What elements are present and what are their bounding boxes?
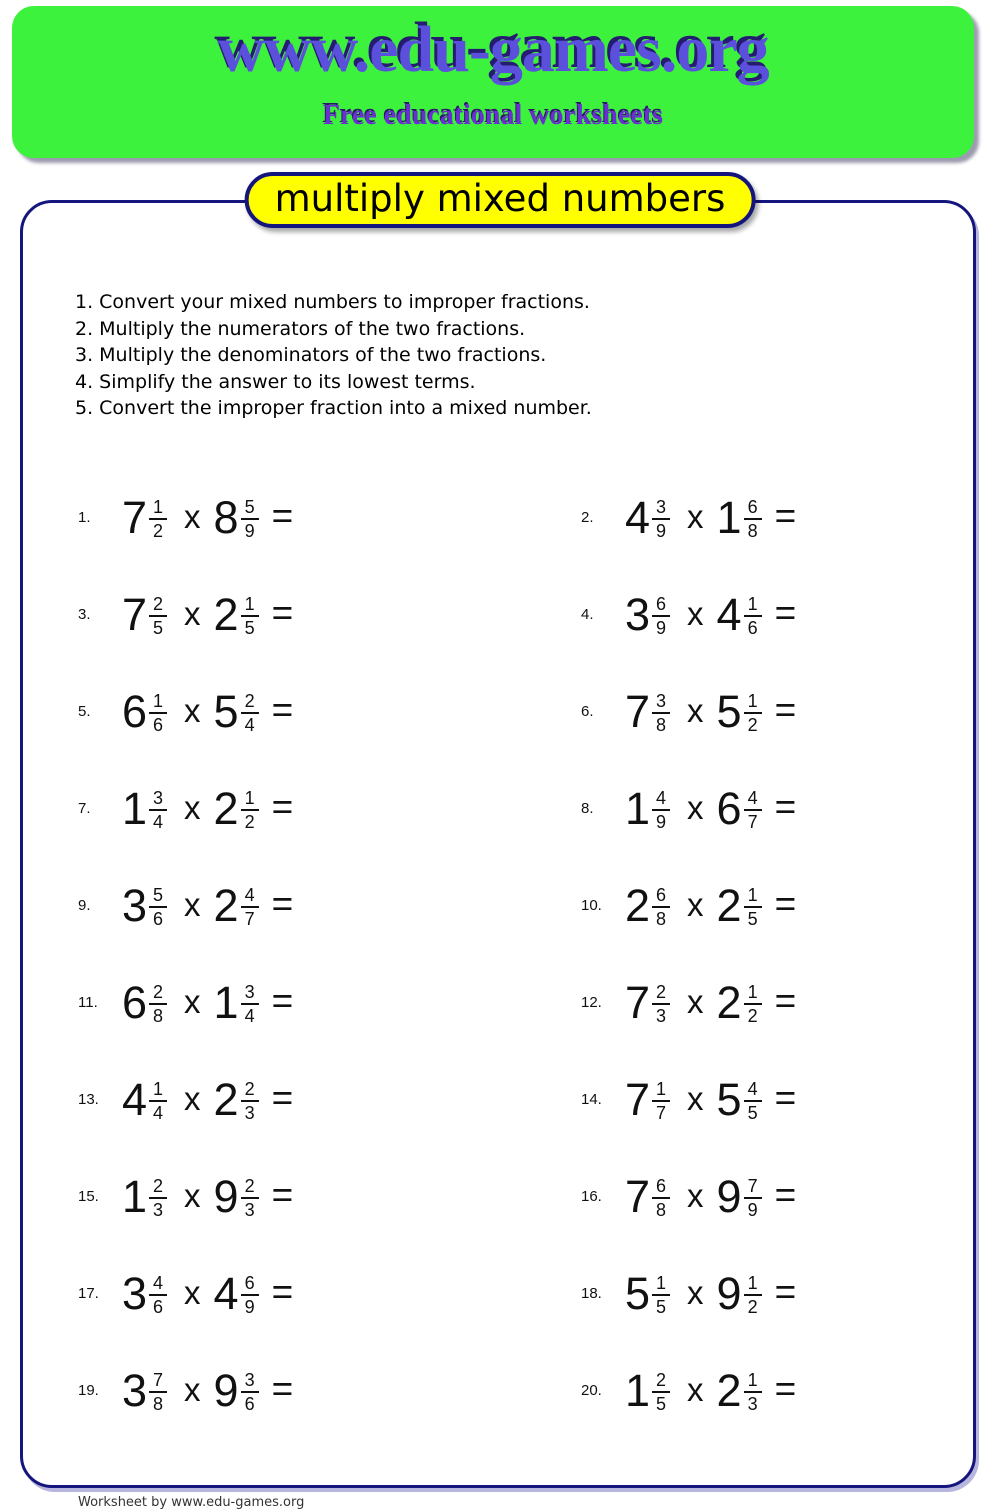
a-numerator: 1: [652, 1273, 670, 1296]
b-whole: 9: [213, 1365, 239, 1416]
b-fraction: [241, 594, 259, 638]
problem-expression: [122, 783, 294, 834]
b-whole: 9: [716, 1268, 742, 1319]
a-whole: 1: [122, 783, 148, 834]
a-fraction: [652, 982, 670, 1026]
multiply-sign: x: [687, 594, 704, 632]
multiply-sign: x: [687, 1079, 704, 1117]
problem-expression: [625, 783, 797, 834]
problem-row: [561, 469, 948, 566]
b-numerator: 1: [744, 1273, 762, 1296]
b-whole: 2: [716, 1365, 742, 1416]
a-whole: 3: [122, 880, 148, 931]
a-numerator: 2: [149, 594, 167, 617]
b-denominator: 2: [244, 811, 255, 832]
a-denominator: 3: [656, 1005, 667, 1026]
problem-number: 18.: [581, 1285, 602, 1302]
b-whole: 2: [716, 880, 742, 931]
b-whole: 2: [213, 589, 239, 640]
b-fraction: [744, 788, 762, 832]
a-fraction: [652, 594, 670, 638]
b-numerator: 7: [744, 1176, 762, 1199]
a-numerator: 2: [652, 982, 670, 1005]
problem-row: [561, 1245, 948, 1342]
b-denominator: 5: [747, 1102, 758, 1123]
problem-row: [58, 857, 561, 954]
a-numerator: 6: [652, 1176, 670, 1199]
problem-number: 4.: [581, 606, 594, 623]
b-denominator: 2: [747, 714, 758, 735]
problem-expression: [122, 492, 294, 543]
b-numerator: 1: [241, 594, 259, 617]
equals-sign: =: [774, 591, 797, 633]
multiply-sign: x: [184, 982, 201, 1020]
a-whole: 7: [122, 589, 148, 640]
problem-expression: [122, 977, 294, 1028]
multiply-sign: x: [687, 1176, 704, 1214]
b-denominator: 6: [244, 1393, 255, 1414]
problem-expression: [122, 1365, 294, 1416]
equals-sign: =: [271, 1076, 294, 1118]
problem-row: [561, 566, 948, 663]
b-whole: 2: [213, 880, 239, 931]
a-numerator: 3: [652, 691, 670, 714]
a-numerator: 1: [149, 691, 167, 714]
a-denominator: 9: [656, 520, 667, 541]
equals-sign: =: [774, 882, 797, 924]
site-title: www.edu-games.org: [217, 13, 769, 86]
a-whole: 6: [122, 686, 148, 737]
a-numerator: 3: [652, 497, 670, 520]
problem-number: 16.: [581, 1188, 602, 1205]
a-fraction: [652, 1176, 670, 1220]
multiply-sign: x: [184, 788, 201, 826]
equals-sign: =: [774, 785, 797, 827]
multiply-sign: x: [687, 1273, 704, 1311]
b-numerator: 1: [744, 885, 762, 908]
problem-number: 9.: [78, 897, 91, 914]
b-denominator: 7: [747, 811, 758, 832]
problem-expression: [122, 1074, 294, 1125]
a-denominator: 3: [153, 1199, 164, 1220]
b-whole: 5: [213, 686, 239, 737]
problem-number: 13.: [78, 1091, 99, 1108]
problem-number: 6.: [581, 703, 594, 720]
a-fraction: [149, 497, 167, 541]
b-fraction: [744, 497, 762, 541]
problem-number: 3.: [78, 606, 91, 623]
b-denominator: 3: [747, 1393, 758, 1414]
a-fraction: [652, 788, 670, 832]
problem-number: 15.: [78, 1188, 99, 1205]
multiply-sign: x: [687, 982, 704, 1020]
problem-row: [58, 954, 561, 1051]
b-denominator: 6: [747, 617, 758, 638]
b-denominator: 4: [244, 1005, 255, 1026]
a-numerator: 6: [652, 885, 670, 908]
a-whole: 6: [122, 977, 148, 1028]
worksheet-box: [20, 200, 976, 1488]
b-denominator: 2: [747, 1005, 758, 1026]
b-numerator: 3: [241, 1370, 259, 1393]
a-denominator: 9: [656, 811, 667, 832]
problem-row: [58, 1245, 561, 1342]
a-numerator: 4: [652, 788, 670, 811]
equals-sign: =: [774, 1076, 797, 1118]
problem-row: [58, 1342, 561, 1439]
a-whole: 5: [625, 1268, 651, 1319]
b-numerator: 2: [241, 1176, 259, 1199]
b-fraction: [241, 788, 259, 832]
a-whole: 4: [625, 492, 651, 543]
a-denominator: 8: [153, 1393, 164, 1414]
b-fraction: [241, 1273, 259, 1317]
problem-number: 5.: [78, 703, 91, 720]
b-denominator: 2: [747, 1296, 758, 1317]
problem-expression: [625, 1268, 797, 1319]
problem-row: [561, 663, 948, 760]
problem-expression: [625, 1171, 797, 1222]
problem-expression: [122, 880, 294, 931]
equals-sign: =: [271, 688, 294, 730]
a-fraction: [149, 594, 167, 638]
problem-row: [58, 663, 561, 760]
problem-number: 14.: [581, 1091, 602, 1108]
b-fraction: [744, 691, 762, 735]
a-denominator: 8: [656, 714, 667, 735]
a-numerator: 4: [149, 1273, 167, 1296]
problem-expression: [625, 977, 797, 1028]
b-numerator: 4: [744, 788, 762, 811]
a-whole: 1: [625, 1365, 651, 1416]
a-denominator: 8: [153, 1005, 164, 1026]
a-fraction: [149, 1176, 167, 1220]
a-denominator: 4: [153, 1102, 164, 1123]
a-whole: 4: [122, 1074, 148, 1125]
a-denominator: 7: [656, 1102, 667, 1123]
b-fraction: [241, 691, 259, 735]
b-denominator: 4: [244, 714, 255, 735]
instructions-list: [75, 289, 592, 422]
multiply-sign: x: [687, 497, 704, 535]
a-denominator: 5: [656, 1296, 667, 1317]
problem-number: 10.: [581, 897, 602, 914]
b-fraction: [744, 594, 762, 638]
a-denominator: 5: [153, 617, 164, 638]
problem-row: [58, 469, 561, 566]
a-numerator: 1: [149, 1079, 167, 1102]
b-denominator: 7: [244, 908, 255, 929]
multiply-sign: x: [184, 885, 201, 923]
multiply-sign: x: [184, 691, 201, 729]
equals-sign: =: [774, 688, 797, 730]
problem-number: 2.: [581, 509, 594, 526]
b-denominator: 3: [244, 1102, 255, 1123]
multiply-sign: x: [687, 691, 704, 729]
problems-grid: [58, 469, 948, 1439]
a-fraction: [149, 885, 167, 929]
equals-sign: =: [774, 1367, 797, 1409]
multiply-sign: x: [184, 497, 201, 535]
instruction-line: 2. Multiply the numerators of the two fractions.: [75, 317, 526, 340]
b-denominator: 9: [244, 520, 255, 541]
a-fraction: [652, 1370, 670, 1414]
multiply-sign: x: [687, 788, 704, 826]
b-whole: 9: [213, 1171, 239, 1222]
b-whole: 1: [213, 977, 239, 1028]
problem-row: [561, 1148, 948, 1245]
b-fraction: [241, 1370, 259, 1414]
b-fraction: [744, 1370, 762, 1414]
problem-expression: [122, 1268, 294, 1319]
a-whole: 1: [625, 783, 651, 834]
problem-number: 1.: [78, 509, 91, 526]
b-numerator: 2: [241, 691, 259, 714]
a-numerator: 1: [149, 497, 167, 520]
b-whole: 6: [716, 783, 742, 834]
equals-sign: =: [271, 979, 294, 1021]
a-whole: 3: [122, 1365, 148, 1416]
multiply-sign: x: [184, 1079, 201, 1117]
a-whole: 7: [122, 492, 148, 543]
b-denominator: 5: [747, 908, 758, 929]
a-fraction: [149, 1370, 167, 1414]
site-tagline: Free educational worksheets: [322, 100, 664, 131]
equals-sign: =: [774, 979, 797, 1021]
problem-row: [561, 954, 948, 1051]
b-numerator: 1: [744, 691, 762, 714]
a-fraction: [652, 885, 670, 929]
b-numerator: 4: [241, 885, 259, 908]
b-numerator: 1: [241, 788, 259, 811]
instruction-line: 4. Simplify the answer to its lowest terms.: [75, 370, 476, 393]
a-denominator: 6: [153, 908, 164, 929]
a-whole: 7: [625, 686, 651, 737]
b-fraction: [241, 1079, 259, 1123]
equals-sign: =: [271, 785, 294, 827]
problem-expression: [625, 1074, 797, 1125]
problem-expression: [625, 589, 797, 640]
problem-number: 20.: [581, 1382, 602, 1399]
a-whole: 3: [625, 589, 651, 640]
a-numerator: 2: [149, 1176, 167, 1199]
a-whole: 7: [625, 1171, 651, 1222]
a-numerator: 6: [652, 594, 670, 617]
problem-expression: [122, 1171, 294, 1222]
problem-number: 12.: [581, 994, 602, 1011]
a-denominator: 2: [153, 520, 164, 541]
b-whole: 1: [716, 492, 742, 543]
b-numerator: 3: [241, 982, 259, 1005]
problem-expression: [625, 880, 797, 931]
b-numerator: 4: [744, 1079, 762, 1102]
problem-row: [58, 760, 561, 857]
problem-number: 7.: [78, 800, 91, 817]
problem-number: 17.: [78, 1285, 99, 1302]
problem-expression: [122, 686, 294, 737]
b-fraction: [744, 982, 762, 1026]
equals-sign: =: [271, 591, 294, 633]
a-fraction: [149, 788, 167, 832]
multiply-sign: x: [687, 885, 704, 923]
equals-sign: =: [774, 1173, 797, 1215]
equals-sign: =: [271, 1270, 294, 1312]
b-whole: 4: [716, 589, 742, 640]
b-fraction: [744, 1273, 762, 1317]
a-denominator: 8: [656, 908, 667, 929]
a-whole: 7: [625, 1074, 651, 1125]
equals-sign: =: [271, 494, 294, 536]
a-fraction: [149, 691, 167, 735]
a-fraction: [149, 982, 167, 1026]
multiply-sign: x: [184, 1370, 201, 1408]
problem-row: [561, 857, 948, 954]
a-fraction: [149, 1273, 167, 1317]
b-numerator: 6: [744, 497, 762, 520]
b-fraction: [744, 1176, 762, 1220]
b-whole: 5: [716, 1074, 742, 1125]
problem-expression: [625, 1365, 797, 1416]
b-fraction: [241, 982, 259, 1026]
problem-row: [561, 1051, 948, 1148]
problem-expression: [122, 589, 294, 640]
problem-number: 11.: [78, 994, 98, 1011]
b-whole: 2: [716, 977, 742, 1028]
b-fraction: [744, 885, 762, 929]
b-whole: 8: [213, 492, 239, 543]
b-whole: 2: [213, 1074, 239, 1125]
a-fraction: [149, 1079, 167, 1123]
problem-row: [58, 1051, 561, 1148]
a-numerator: 2: [149, 982, 167, 1005]
b-fraction: [241, 1176, 259, 1220]
b-denominator: 9: [244, 1296, 255, 1317]
a-denominator: 8: [656, 1199, 667, 1220]
worksheet-title-pill: [245, 172, 756, 228]
a-denominator: 6: [153, 714, 164, 735]
equals-sign: =: [271, 882, 294, 924]
a-fraction: [652, 691, 670, 735]
a-numerator: 1: [652, 1079, 670, 1102]
problem-expression: [625, 686, 797, 737]
b-whole: 2: [213, 783, 239, 834]
b-numerator: 2: [241, 1079, 259, 1102]
equals-sign: =: [271, 1173, 294, 1215]
b-whole: 9: [716, 1171, 742, 1222]
a-fraction: [652, 1079, 670, 1123]
b-numerator: 5: [241, 497, 259, 520]
b-numerator: 1: [744, 982, 762, 1005]
footer-clipped-text: Worksheet by www.edu-games.org: [78, 1495, 305, 1510]
a-whole: 7: [625, 977, 651, 1028]
problem-row: [561, 1342, 948, 1439]
a-numerator: 7: [149, 1370, 167, 1393]
b-fraction: [241, 497, 259, 541]
worksheet-title: multiply mixed numbers: [274, 177, 726, 220]
a-whole: 2: [625, 880, 651, 931]
a-whole: 3: [122, 1268, 148, 1319]
problem-number: 19.: [78, 1382, 99, 1399]
b-numerator: 6: [241, 1273, 259, 1296]
a-numerator: 3: [149, 788, 167, 811]
problem-expression: [625, 492, 797, 543]
a-denominator: 5: [656, 1393, 667, 1414]
a-numerator: 5: [149, 885, 167, 908]
a-denominator: 4: [153, 811, 164, 832]
problem-row: [561, 760, 948, 857]
a-denominator: 6: [153, 1296, 164, 1317]
equals-sign: =: [271, 1367, 294, 1409]
problem-number: 8.: [581, 800, 594, 817]
a-fraction: [652, 497, 670, 541]
b-denominator: 3: [244, 1199, 255, 1220]
multiply-sign: x: [687, 1370, 704, 1408]
instruction-line: 3. Multiply the denominators of the two fractions.: [75, 344, 547, 366]
equals-sign: =: [774, 1270, 797, 1312]
b-numerator: 1: [744, 594, 762, 617]
b-denominator: 8: [747, 520, 758, 541]
multiply-sign: x: [184, 1176, 201, 1214]
b-denominator: 9: [747, 1199, 758, 1220]
b-fraction: [241, 885, 259, 929]
a-whole: 1: [122, 1171, 148, 1222]
b-whole: 5: [716, 686, 742, 737]
site-banner: [12, 6, 974, 158]
b-numerator: 1: [744, 1370, 762, 1393]
a-numerator: 2: [652, 1370, 670, 1393]
multiply-sign: x: [184, 1273, 201, 1311]
a-denominator: 9: [656, 617, 667, 638]
equals-sign: =: [774, 494, 797, 536]
instruction-line: 5. Convert the improper fraction into a mixed number.: [75, 397, 592, 419]
multiply-sign: x: [184, 594, 201, 632]
instruction-line: 1. Convert your mixed numbers to improper fractions.: [75, 291, 590, 313]
b-fraction: [744, 1079, 762, 1123]
problem-row: [58, 1148, 561, 1245]
b-denominator: 5: [244, 617, 255, 638]
a-fraction: [652, 1273, 670, 1317]
b-whole: 4: [213, 1268, 239, 1319]
problem-row: [58, 566, 561, 663]
